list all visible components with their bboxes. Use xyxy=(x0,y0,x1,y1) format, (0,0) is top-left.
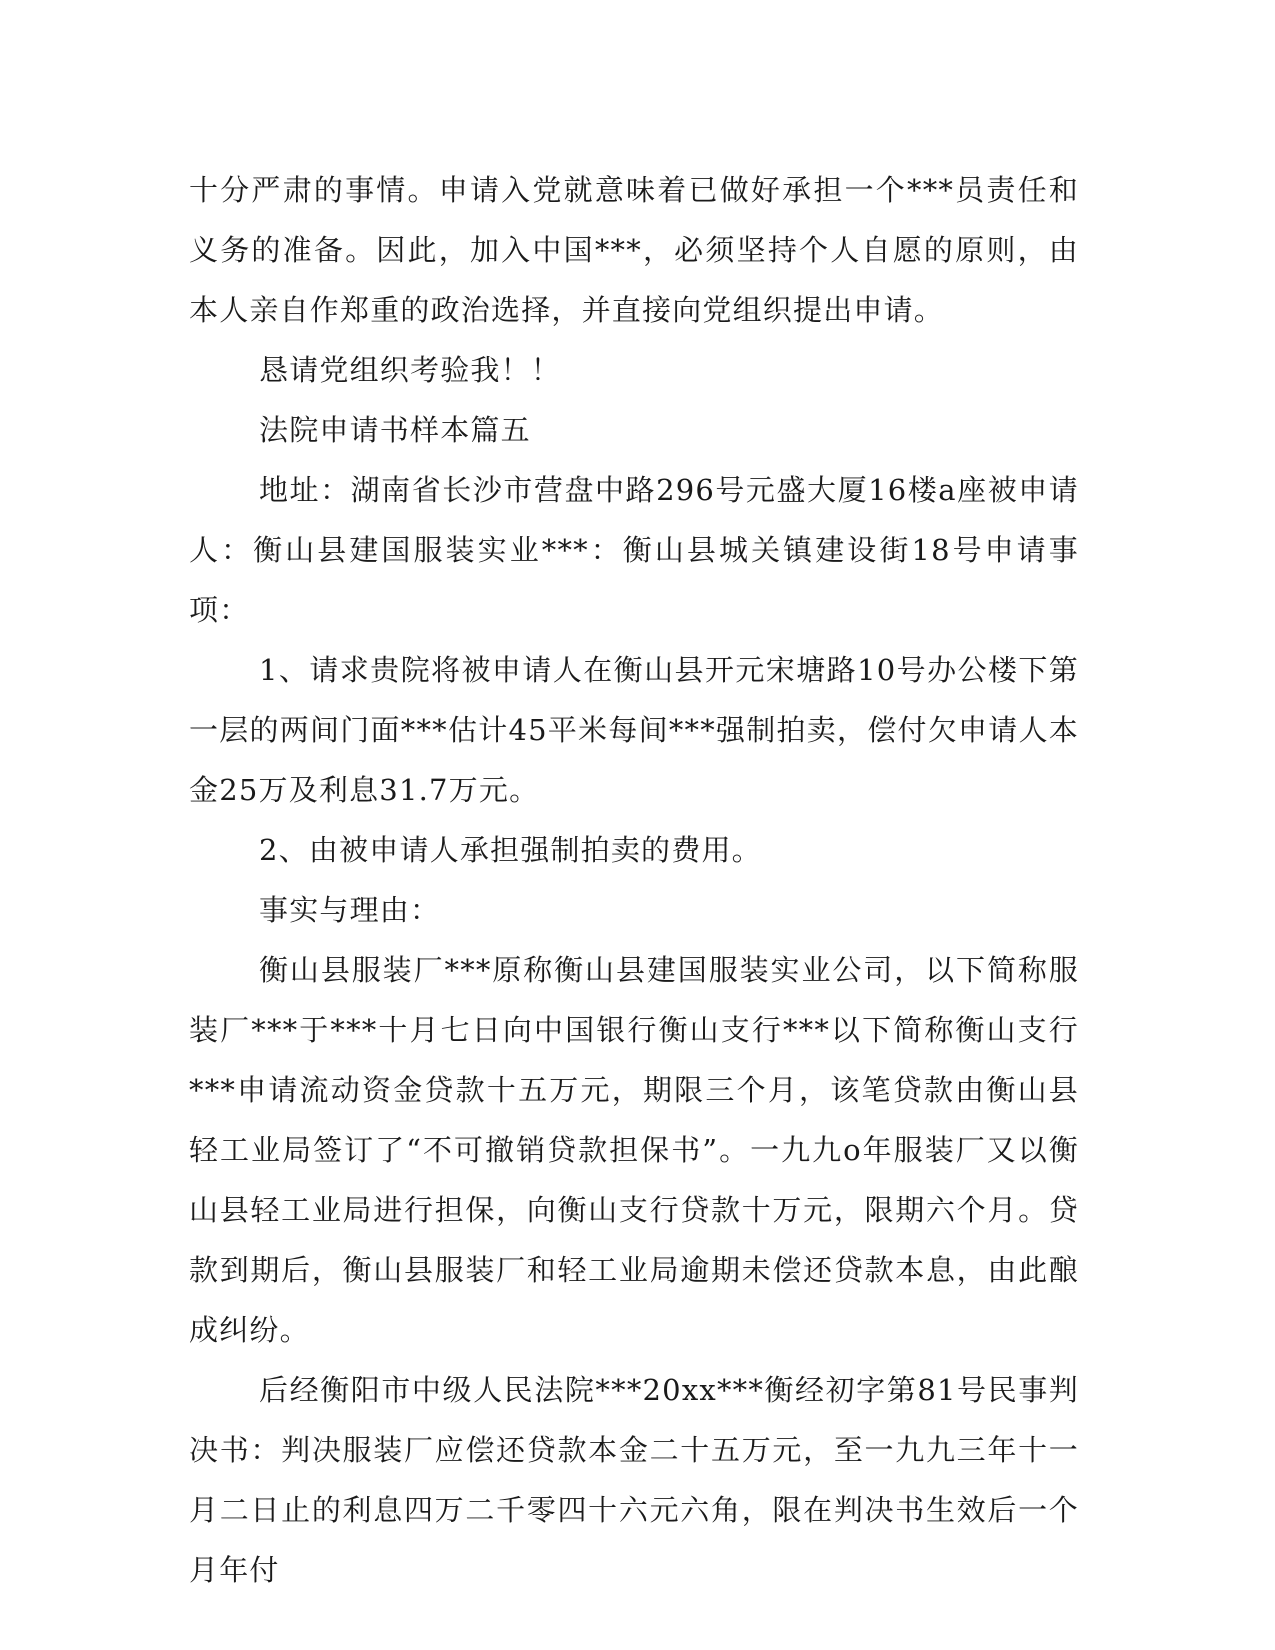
section-heading: 法院申请书样本篇五 xyxy=(259,413,531,447)
document-body xyxy=(189,160,1079,1600)
paragraph-continuation: 十分严肃的事情。申请入党就意味着已做好承担一个***员责任和义务的准备。因此，加入中国***，必须坚持个人自愿的原则，由本人亲自作郑重的政治选择，并直接向党组织提出申请。 xyxy=(189,173,1079,327)
paragraph-facts: 衡山县服装厂***原称衡山县建国服装实业公司，以下简称服装厂***于***十月七日向中国银行衡山支行***以下简称衡山支行***申请流动资金贷款十五万元，期限三个月，该笔贷款由衡山县轻工业局签订了“不可撤销贷款担保书”。一九九o年服装厂又以衡山县轻工业局进行担保，向衡山支行贷款十万元，限期六个月。贷款到期后，衡山县服装厂和轻工业局逾期未偿还贷款本息，由此酿成纠纷。 xyxy=(189,953,1079,1347)
paragraph-judgment: 后经衡阳市中级人民法院***20xx***衡经初字第81号民事判决书：判决服装厂应偿还贷款本金二十五万元，至一九九三年十一月二日止的利息四万二千零四十六元六角，限在判决书生效后一个月年付 xyxy=(189,1373,1079,1587)
paragraph-address: 地址：湖南省长沙市营盘中路296号元盛大厦16楼a座被申请人：衡山县建国服装实业***：衡山县城关镇建设街18号申请事项： xyxy=(189,473,1079,627)
paragraph-plea: 恳请党组织考验我！！ xyxy=(259,353,562,387)
facts-heading: 事实与理由： xyxy=(259,893,441,927)
request-item-1: 1、请求贵院将被申请人在衡山县开元宋塘路10号办公楼下第一层的两间门面***估计45平米每间***强制拍卖，偿付欠申请人本金25万及利息31.7万元。 xyxy=(189,653,1079,807)
request-item-2: 2、由被申请人承担强制拍卖的费用。 xyxy=(259,833,762,867)
